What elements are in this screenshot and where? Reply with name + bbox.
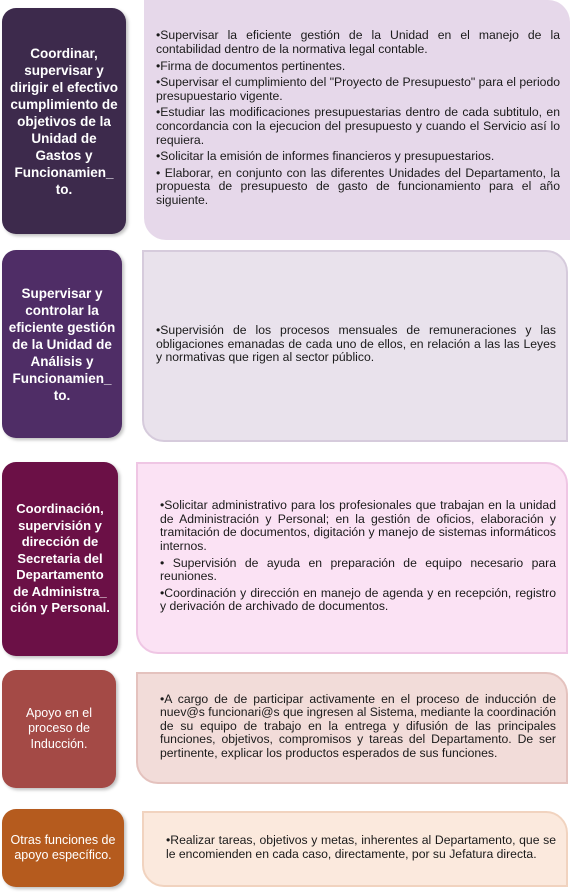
function-description-2 (142, 250, 568, 442)
bullet-list (156, 29, 560, 210)
function-label-text: Coordinar, supervisar y dirigir el efectivo cumplimiento de objetivos de la Unidad de Gastos y Funcionamien_ to. (9, 45, 119, 197)
list-item: • Solicitar administrativo para los profesionales que trabajan en la unidad de Administración y Personal; en la gestión de oficios, elaboración y tramitación de documentos, digitación y manejo de sistemas informáticos internos. (160, 499, 556, 553)
list-item: • Supervisión de los procesos mensuales de remuneraciones y las obligaciones emanadas de cada uno de ellos, en relación a las las Leyes y normativas que rigen al sector público. (156, 324, 556, 365)
list-item: • A cargo de de participar activamente en el proceso de inducción de nuev@s funcionari@s que ingresen al Sistema, mediante la coordinación de su equipo de trabajo en la entrega y difusión de las principales funciones, objetivos, compromisos y tareas del Departamento. De ser pertinente, explicar los productos esperados de sus funciones. (160, 693, 556, 761)
function-description-4 (136, 672, 568, 784)
function-label-5 (2, 809, 124, 887)
list-item: • Elaborar, en conjunto con las diferentes Unidades del Departamento, la propuesta de presupuesto de gasto de funcionamiento para el año siguiente. (156, 167, 560, 208)
list-item: • Firma de documentos pertinentes. (156, 60, 560, 74)
function-description-5 (142, 811, 568, 887)
function-label-text: Apoyo en el proceso de Inducción. (25, 705, 93, 751)
function-description-1 (144, 0, 570, 240)
list-item: • Supervisión de ayuda en preparación de equipo necesario para reuniones. (160, 557, 556, 584)
bullet-list (160, 693, 556, 764)
function-description-3 (136, 462, 568, 654)
function-label-text: Coordinación, supervisión y dirección de Secretaria del Departamento de Administra_ ción y Personal. (10, 501, 110, 616)
list-item: • Coordinación y dirección en manejo de agenda y en recepción, registro y derivación de archivado de documentos. (160, 587, 556, 614)
function-label-text: Otras funciones de apoyo específico. (10, 832, 116, 862)
list-item: • Solicitar la emisión de informes financieros y presupuestarios. (156, 150, 560, 164)
list-item: • Supervisar el cumplimiento del "Proyecto de Presupuesto" para el periodo presupuestario vigente. (156, 76, 560, 103)
bullet-list (156, 324, 556, 368)
function-label-text: Supervisar y controlar la eficiente gestión de la Unidad de Análisis y Funcionamien_ to. (8, 285, 116, 403)
list-item: • Realizar tareas, objetivos y metas, inherentes al Departamento, que se le encomienden en cada caso, directamente, por su Jefatura directa. (166, 834, 556, 861)
list-item: • Estudiar las modificaciones presupuestarias dentro de cada subtitulo, en concordancia con la ejecucion del presupuesto y cuando el Servicio así lo requiera. (156, 106, 560, 147)
bullet-list (166, 834, 556, 864)
function-label-4 (2, 670, 116, 788)
function-label-1 (2, 8, 126, 234)
list-item: • Supervisar la eficiente gestión de la Unidad en el manejo de la contabilidad dentro de la normativa legal contable. (156, 29, 560, 56)
function-label-3 (2, 462, 118, 656)
bullet-list (160, 499, 556, 617)
function-label-2 (2, 250, 122, 438)
